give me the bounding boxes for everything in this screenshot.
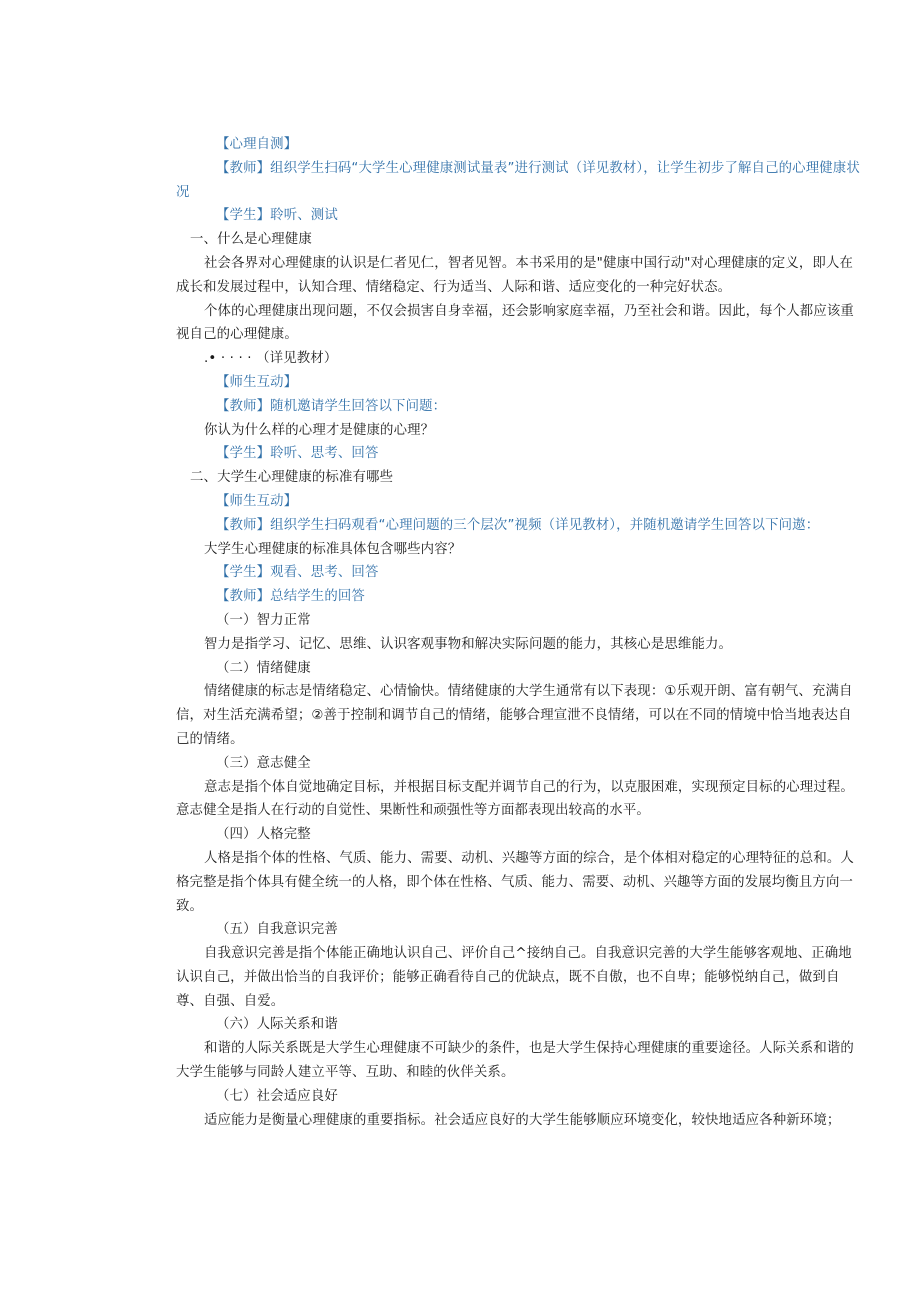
paragraph-social-adaptation: 适应能力是衡量心理健康的重要指标。社会适应良好的大学生能够顺应环境变化，较快地适应各种新环境； (204, 1112, 841, 1128)
subheading-will: （三）意志健全 (216, 755, 311, 771)
paragraph-personality: 人格是指个体的性格、气质、能力、需要、动机、兴趣等方面的综合，是个体相对稳定的心理特征的总和。人格完整是指个体具有健全统一的人格，即个体在性格、气质、能力、需要、动机、兴趣等方面的发展均衡且方向一致。 (176, 850, 854, 914)
section-tag-self-test: 【心理自测】 (216, 137, 298, 152)
paragraph-importance: 个体的心理健康出现问题，不仅会损害自身幸福，还会影响家庭幸福，乃至社会和谐。因此，每个人都应该重视自己的心理健康。 (176, 303, 854, 343)
paragraph-will: 意志是指个体自觉地确定目标，并根据目标支配并调节自己的行为，以克服困难，实现预定目标的心理过程。意志健全是指人在行动的自觉性、果断性和顽强性等方面都表现出较高的水平。 (176, 779, 854, 819)
section-tag-interaction: 【师生互动】 (216, 493, 298, 509)
student-response: 【学生】聆听、测试 (216, 208, 338, 224)
paragraph-self-awareness: 自我意识完善是指个体能正确地认识自己、评价自己^接纳自己。自我意识完善的大学生能够客观地、正确地认识自己，并做出恰当的自我评价；能够正确看待自己的优缺点，既不自傲，也不自卑；能够悦纳自己，做到自尊、自强、自爱。 (176, 946, 852, 1009)
teacher-question-prompt: 【教师】随机邀请学生回答以下问题： (216, 398, 447, 414)
question-text: 你认为什么样的心理才是健康的心理？ (204, 422, 435, 438)
section-heading-2: 二、大学生心理健康的标准有哪些 (190, 470, 394, 486)
document-body (176, 133, 860, 1132)
section-tag-interaction: 【师生互动】 (216, 374, 298, 390)
subheading-personality: （四）人格完整 (216, 827, 311, 843)
subheading-emotion: （二）情绪健康 (216, 660, 311, 676)
subheading-social-adaptation: （七）社会适应良好 (216, 1088, 338, 1104)
teacher-instruction-scan: 【教师】组织学生扫码“大学生心理健康测试量表”进行测试（详见教材），让学生初步了解自己的心理健康状况 (176, 160, 860, 200)
paragraph-definition: 社会各界对心理健康的认识是仁者见仁，智者见智。本书采用的是"健康中国行动"对心理健康的定义，即人在成长和发展过程中，认知合理、情绪稳定、行为适当、人际和谐、适应变化的一种完好状态。 (176, 255, 854, 295)
subheading-intelligence: （一）智力正常 (216, 612, 311, 628)
teacher-summary: 【教师】总结学生的回答 (216, 589, 365, 605)
student-response: 【学生】观看、思考、回答 (216, 565, 379, 581)
paragraph-relationships: 和谐的人际关系既是大学生心理健康不可缺少的条件，也是大学生保持心理健康的重要途径。人际关系和谐的大学生能够与同龄人建立平等、互助、和睦的伙伴关系。 (176, 1041, 854, 1081)
subheading-relationships: （六）人际关系和谐 (216, 1017, 338, 1033)
question-text: 大学生心理健康的标准具体包含哪些内容？ (204, 541, 462, 557)
paragraph-intelligence: 智力是指学习、记忆、思维、认识客观事物和解决实际问题的能力，其核心是思维能力。 (204, 636, 733, 652)
ellipsis-note: .• · · · · （详见教材） (204, 351, 338, 367)
paragraph-emotion: 情绪健康的标志是情绪稳定、心情愉快。情绪健康的大学生通常有以下表现：①乐观开朗、富有朝气、充满自信，对生活充满希望；②善于控制和调节自己的情绪，能够合理宣泄不良情绪，可以在不同的情境中恰当地表达自己的情绪。 (176, 684, 853, 747)
teacher-video-prompt: 【教师】组织学生扫码观看“心理问题的三个层次”视频（详见教材），并随机邀请学生回答以下问遨： (216, 517, 820, 533)
subheading-self-awareness: （五）自我意识完善 (216, 922, 338, 938)
student-response: 【学生】聆听、思考、回答 (216, 446, 379, 462)
section-heading-1: 一、什么是心理健康 (190, 232, 312, 248)
